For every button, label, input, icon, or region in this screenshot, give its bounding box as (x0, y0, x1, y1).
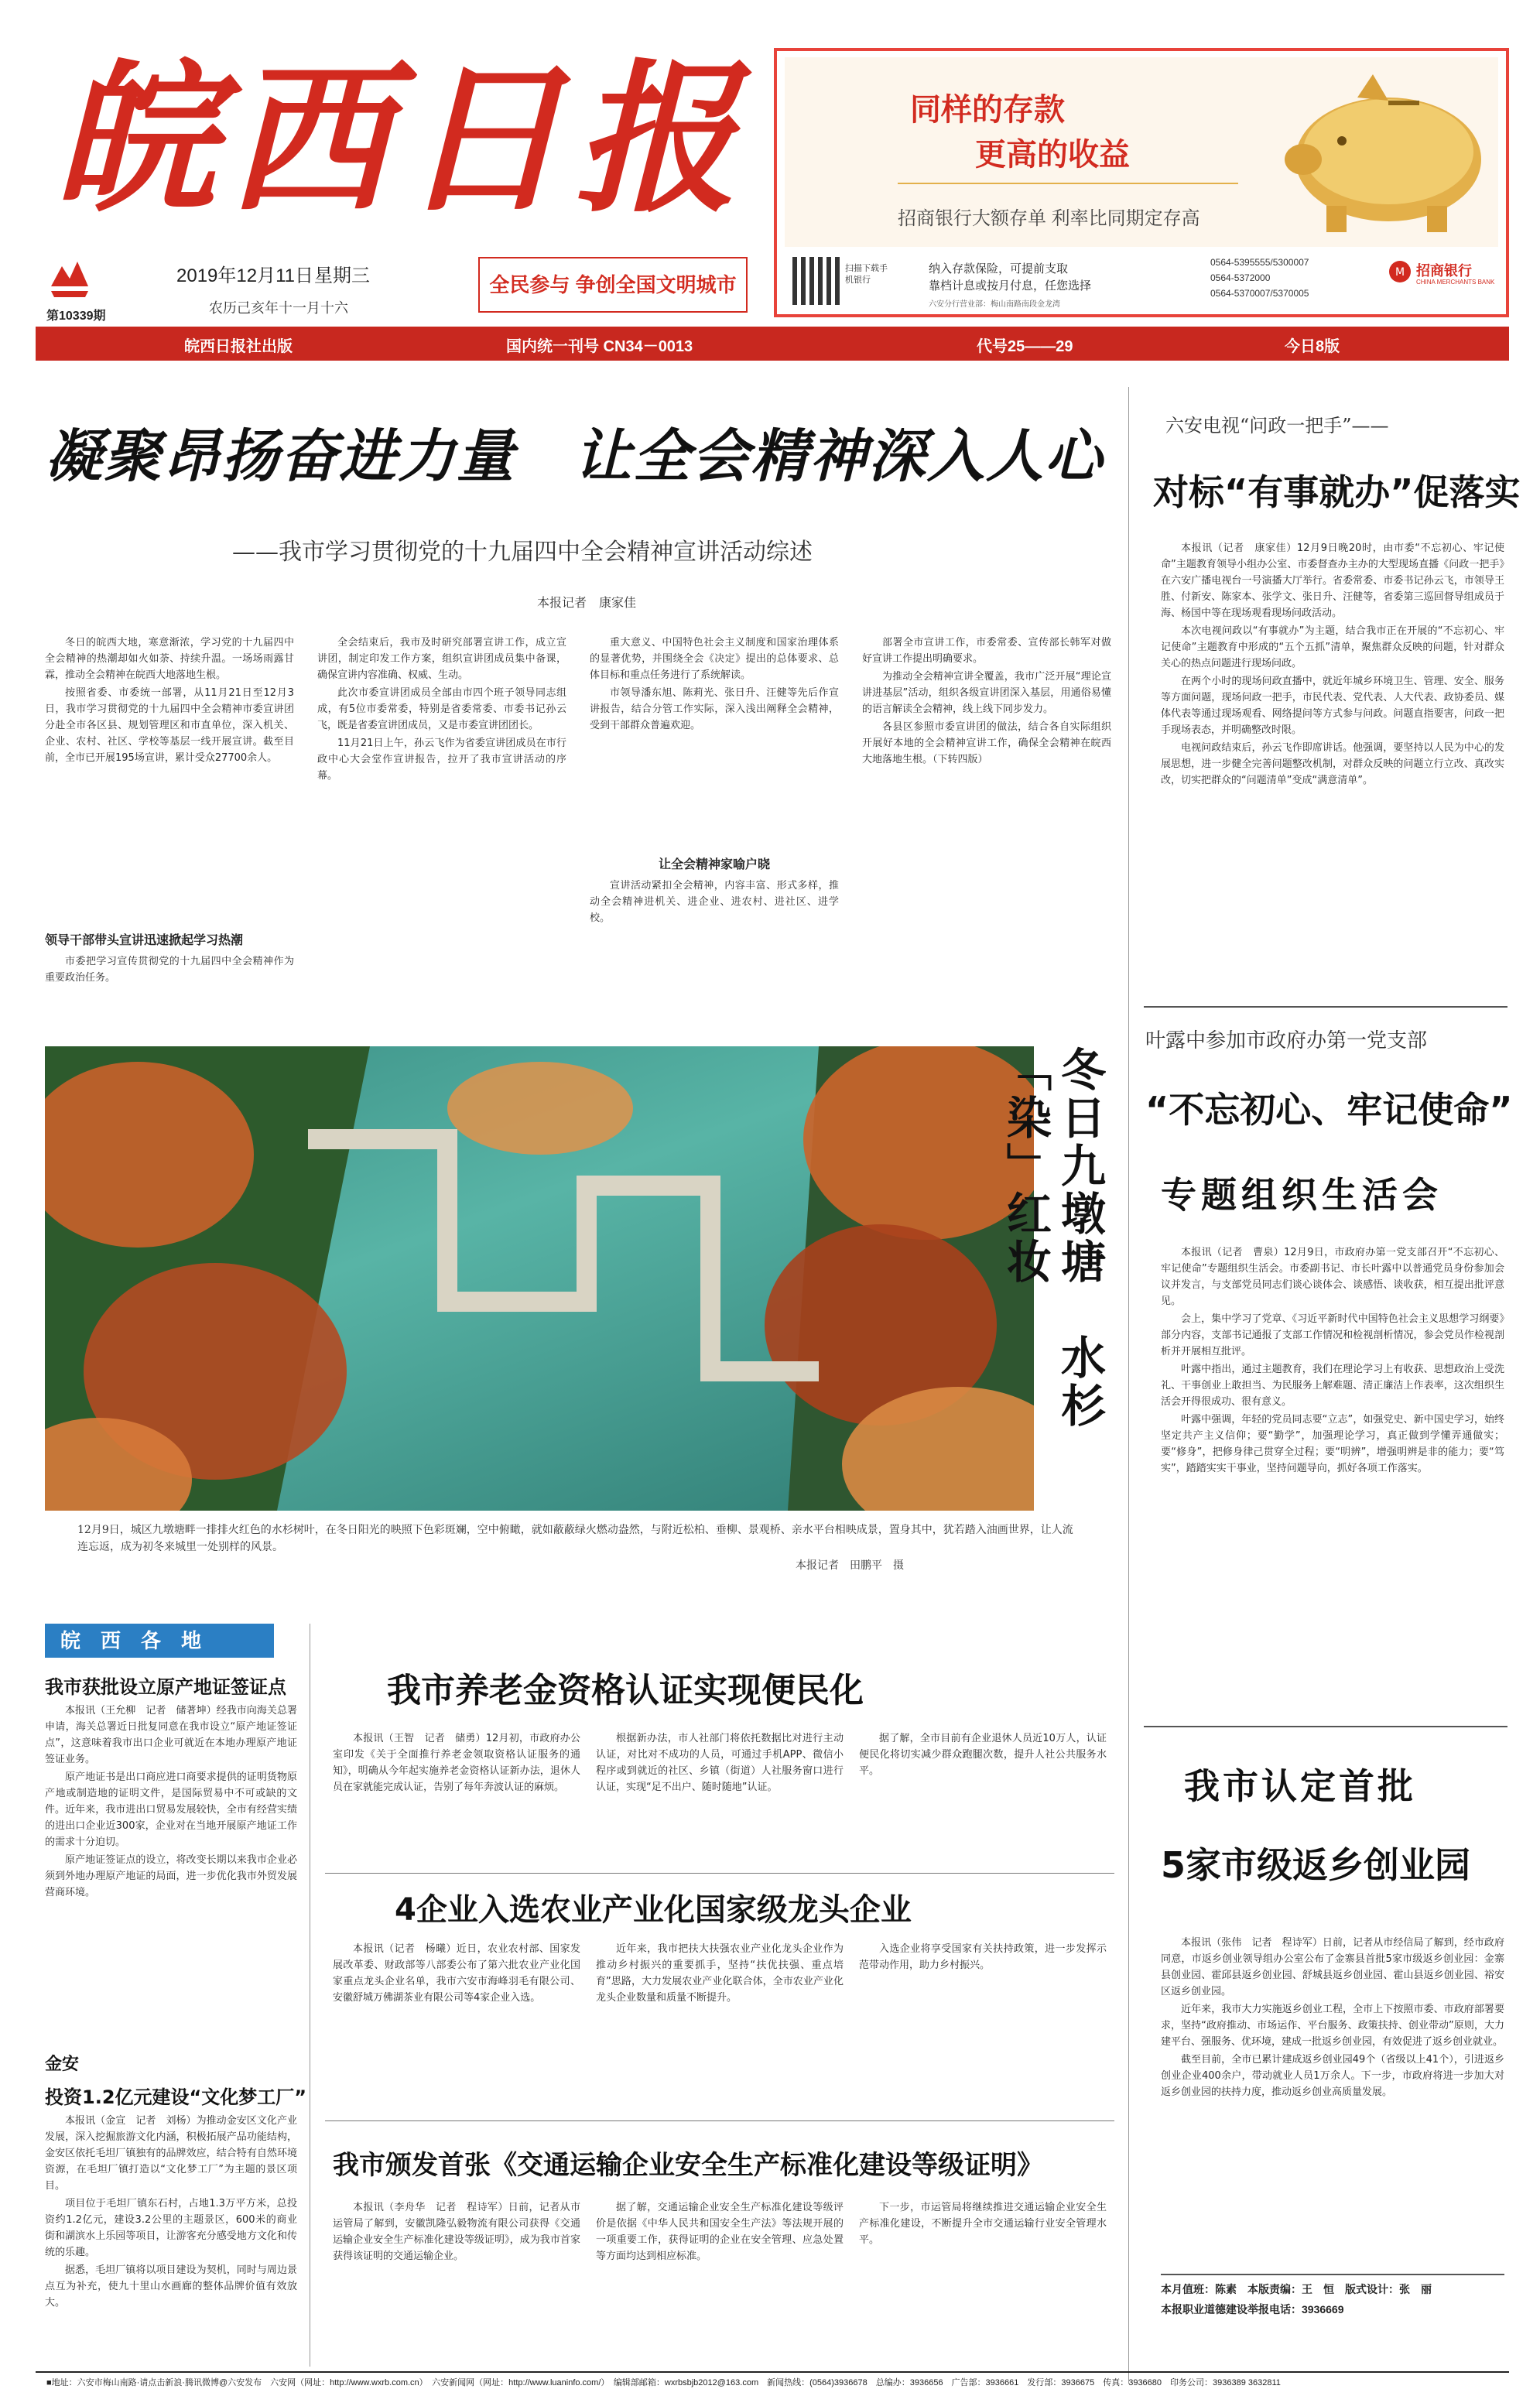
lead-headline: 凝聚昂扬奋进力量 让全会精神深入人心 (45, 423, 1104, 490)
lead-column-4 (862, 635, 1111, 991)
tv-paragraph: 本报讯（记者 康家佳）12月9日晚20时，由市委“不忘初心、牢记使命”主题教育领导小组办公室、市委督查办主办的大型现场直播《问政一把手》在六安广播电视台一号演播大厅举行。省委常委、市委书记孙云飞，市领导王胜、付新安、陈家本、张学文、张日升、汪健等，省委第三巡回督导组成员于海、杨国中等在现场观看现场问政活动。 (1161, 543, 1504, 619)
meeting-headline-2: 专题组织生活会 (1161, 1174, 1442, 1216)
dragon-headline: 4企业入选农业产业化国家级龙头企业 (395, 1892, 912, 1928)
tv-kicker: 六安电视“问政一把手”—— (1165, 415, 1389, 436)
photo-headline: 冬日九墩塘 水杉「染」红妆 (999, 1046, 1106, 1430)
lead-column-1-tail (45, 953, 294, 989)
dragon-column-1 (333, 1941, 580, 2119)
startup-headline-1: 我市认定首批 (1184, 1765, 1416, 1807)
lead-column-3-tail (590, 878, 839, 994)
tv-headline: 对标“有事就办”促落实 (1153, 471, 1521, 513)
lead-paragraph: 全会结束后，我市及时研究部署宣讲工作，成立宣讲团，制定印发工作方案，组织宣讲团成员集中备课，确保宣讲内容准确、权威、生动。 (317, 637, 566, 681)
page-count: 今日8版 (1285, 338, 1340, 355)
dragon-paragraph: 入选企业将享受国家有关扶持政策，进一步发挥示范带动作用，助力乡村振兴。 (859, 1943, 1107, 1971)
piggy-bank-icon (1272, 67, 1497, 237)
ad-phone-3: 0564-5370007/5370005 (1210, 288, 1309, 299)
editors-box (1161, 2274, 1504, 2325)
meeting-kicker: 叶露中参加市政府办第一党支部 (1145, 1029, 1428, 1053)
lead-paragraph: 宣讲活动紧扣全会精神，内容丰富、形式多样，推动全会精神进机关、进企业、进农村、进社区、进学校。 (590, 880, 839, 924)
lead-paragraph: 此次市委宣讲团成员全部由市四个班子领导同志组成，有5位市委常委，特别是省委常委、市委书记孙云飞，既是省委宣讲团成员，又是市委宣讲团团长。 (317, 687, 566, 731)
section-divider (325, 1873, 1114, 1874)
newspaper-logo-icon (46, 255, 93, 302)
safety-column-3 (859, 2199, 1107, 2362)
startup-body (1161, 1935, 1504, 2260)
bank-advertisement (774, 48, 1509, 317)
wanxi-item2-kicker: 金安 (45, 2055, 80, 2074)
meeting-headline-1: “不忘初心、牢记使命” (1145, 1089, 1513, 1131)
dragon-paragraph: 本报讯（记者 杨曦）近日，农业农村部、国家发展改革委、财政部等八部委公布了第六批农业产业化国家重点龙头企业名单，我市六安市海峰羽毛有限公司、安徽舒城万佛湖茶业有限公司等4家企业入选。 (333, 1943, 580, 2004)
meeting-paragraph: 叶露中指出，通过主题教育，我们在理论学习上有收获、思想政治上受洗礼、干事创业上敢担当、为民服务上解难题、清正廉洁上作表率，这次组织生活会开得很成功、很有意义。 (1161, 1364, 1504, 1408)
ad-qr-code[interactable] (792, 257, 840, 305)
bank-name-en: CHINA MERCHANTS BANK (1416, 279, 1495, 286)
lunar-date: 农历己亥年十一月十六 (209, 300, 348, 316)
photo-credit: 本报记者 田鹏平 摄 (796, 1559, 904, 1572)
wanxi-paragraph: 本报讯（金宣 记者 刘杨）为推动金安区文化产业发展，深入挖掘旅游文化内涵，积极拓展产品功能结构，金安区依托毛坦厂镇独有的品牌效应，结合特有自然环境资源，在毛坦厂镇打造以“文化梦工厂”为主题的景区项目。 (45, 2115, 297, 2192)
dragon-paragraph: 近年来，我市把扶大扶强农业产业化龙头企业作为推动乡村振兴的重要抓手，坚持“扶优扶强、重点培育”思路，大力发展农业产业化联合体，全市农业产业化龙头企业数量和质量不断提升。 (596, 1943, 844, 2004)
ad-branch-1: 六安分行营业部：梅山南路南段金龙湾 (929, 300, 1060, 309)
ad-tagline: 招商银行大额存单 利率比同期定存高 (898, 208, 1200, 229)
section-divider (1144, 1006, 1507, 1008)
wanxi-section-title: 皖 西 各 地 (60, 1629, 202, 1652)
postal-code: 代号25——29 (977, 338, 1073, 355)
photo-scene (45, 1046, 1034, 1511)
right-column-rule (1128, 387, 1129, 2384)
meeting-paragraph: 本报讯（记者 曹泉）12月9日，市政府办第一党支部召开“不忘初心、牢记使命”专题组织生活会。市委副书记、市长叶露中以普通党员身份参加会议并发言，与支部党员同志们谈心谈体会、谈感悟、谈收获，相互提出批评意见。 (1161, 1247, 1504, 1307)
ad-headline-2: 更高的收益 (975, 138, 1130, 172)
meeting-body (1161, 1244, 1504, 1925)
masthead-title: 皖西日报 (54, 43, 748, 234)
safety-paragraph: 据了解，交通运输企业安全生产标准化建设等级评价是依据《中华人民共和国安全生产法》等法规开展的一项重要工作，获得证明的企业在安全管理、应急处置等方面均达到相应标准。 (596, 2202, 844, 2262)
safety-headline: 我市颁发首张《交通运输企业安全生产标准化建设等级证明》 (333, 2150, 1043, 2181)
issue-number: 第10339期 (46, 310, 106, 323)
pension-paragraph: 本报讯（王智 记者 储勇）12月初，市政府办公室印发《关于全面推行养老金领取资格认证服务的通知》，明确从今年起实施养老金资格认证新办法，退休人员在家就能完成认证，告别了每年奔波认证的麻烦。 (333, 1733, 580, 1793)
lead-paragraph: 各县区参照市委宣讲团的做法，结合各自实际组织开展好本地的全会精神宣讲工作，确保全会精神在皖西大地落地生根。（下转四版） (862, 721, 1111, 765)
issue-date: 2019年12月11日 (176, 265, 313, 286)
pension-paragraph: 据了解，全市目前有企业退休人员近10万人，认证便民化将切实减少群众跑腿次数，提升人社公共服务水平。 (859, 1733, 1107, 1777)
startup-paragraph: 近年来，我市大力实施返乡创业工程，全市上下按照市委、市政府部署要求，坚持“政府推动、市场运作、平台服务、政策扶持、创业带动”原则，大力建平台、强服务、优环境，建成一批返乡创业园，有效促进了返乡创业就业。 (1161, 2004, 1504, 2048)
ad-divider (898, 183, 1238, 184)
startup-paragraph: 截至目前，全市已累计建成返乡创业园49个（省级以上41个），引进返乡创业企业400余户，带动就业人员1万余人。下一步，市政府将进一步加大对返乡创业园的扶持力度，推动返乡创业高质量发展。 (1161, 2054, 1504, 2098)
slogan-box (478, 257, 748, 313)
meeting-paragraph: 叶露中强调，年轻的党员同志要“立志”，如强党史、新中国史学习，始终坚定共产主义信仰；要“勤学”，加强理论学习，真正做到学懂弄通做实；要“修身”，把修身律己贯穿全过程；要“明辨”，增强明辨是非的能力；要“笃实”，踏踏实实干事业，坚持问题导向，抓好各项工作落实。 (1161, 1414, 1504, 1474)
hotline-line: 本报职业道德建设举报电话：3936669 (1161, 2303, 1344, 2316)
lead-column-3 (590, 635, 839, 844)
lead-subhead: ——我市学习贯彻党的十九届四中全会精神宣讲活动综述 (232, 539, 813, 566)
masthead-band (36, 327, 1509, 361)
wanxi-item1-body (45, 1703, 297, 2043)
footer-rule (36, 2371, 1509, 2373)
startup-paragraph: 本报讯（张伟 记者 程诗军）日前，记者从市经信局了解到，经市政府同意，市返乡创业领导组办公室公布了金寨县首批5家市级返乡创业园：金寨县创业园、霍邱县返乡创业园、舒城县返乡创业园、霍山县返乡创业园、裕安区返乡创业园。 (1161, 1937, 1504, 1997)
bank-logo-icon (1388, 260, 1412, 283)
slogan-text: 全民参与 争创全国文明城市 (489, 273, 737, 296)
wanxi-paragraph: 据悉，毛坦厂镇将以项目建设为契机，同时与周边景点互为补充，使九十里山水画廊的整体品牌价值有效放大。 (45, 2264, 297, 2309)
svg-text:M: M (1395, 266, 1405, 279)
dragon-column-3 (859, 1941, 1107, 2119)
pension-paragraph: 根据新办法，市人社部门将依托数据比对进行主动认证，对比对不成功的人员，可通过手机APP、微信小程序或到就近的社区、乡镇（街道）人社服务窗口进行认证，实现“足不出户、随时随地”认证。 (596, 1733, 844, 1793)
pension-headline: 我市养老金资格认证实现便民化 (387, 1671, 864, 1710)
ad-qr-label: 扫描下载手机银行 (845, 264, 888, 285)
lead-byline: 本报记者 康家佳 (537, 595, 637, 610)
ad-phone-1: 0564-5395555/5300007 (1210, 257, 1309, 268)
wanxi-item1-headline: 我市获批设立原产地证签证点 (45, 1676, 286, 1698)
meeting-paragraph: 会上，集中学习了党章、《习近平新时代中国特色社会主义思想学习纲要》部分内容，支部书记通报了支部工作情况和检视剖析情况，参会党员作检视剖析并开展相互批评。 (1161, 1313, 1504, 1357)
feature-photo (45, 1046, 1034, 1511)
issue-weekday: 星期三 (314, 265, 370, 286)
safety-paragraph: 下一步，市运管局将继续推进交通运输企业安全生产标准化建设，不断提升全市交通运输行业安全管理水平。 (859, 2202, 1107, 2246)
ad-headline-1: 同样的存款 (910, 93, 1065, 127)
wanxi-section-header (45, 1624, 274, 1658)
wanxi-paragraph: 原产地证签证点的设立，将改变长期以来我市企业必须到外地办理原产地证的局面，进一步优化我市外贸发展营商环境。 (45, 1854, 297, 1898)
lead-paragraph: 市领导潘东旭、陈莉光、张日升、汪健等先后作宣讲报告，结合分管工作实际，深入浅出阐释全会精神，受到干部群众普遍欢迎。 (590, 687, 839, 731)
lead-column-2 (317, 635, 566, 991)
wanxi-paragraph: 原产地证书是出口商应进口商要求提供的证明货物原产地或制造地的证明文件，是国际贸易中不可或缺的文件。近年来，我市进出口贸易发展较快，全市有经营实绩的进出口企业近300家，企业对在当地开展原产地证工作的需求十分迫切。 (45, 1771, 297, 1848)
ad-note-1: 纳入存款保险，可提前支取 (929, 262, 1069, 276)
safety-column-2 (596, 2199, 844, 2362)
tv-paragraph: 在两个小时的现场问政直播中，就近年城乡环境卫生、管理、安全、服务等方面问题，现场问政一把手，市民代表、党代表、人大代表、政协委员、媒体代表等通过现场观看、网络提问等方式参与问政。问题直指要害，问政一把手现场表态，并明确整改时限。 (1161, 676, 1504, 736)
safety-column-1 (333, 2199, 580, 2362)
bank-name: 招商银行 (1416, 263, 1472, 279)
lead-paragraph: 重大意义、中国特色社会主义制度和国家治理体系的显著优势，并围绕全会《决定》提出的总体要求、总体目标和重点任务进行了系统解读。 (590, 637, 839, 681)
lead-paragraph: 部署全市宣讲工作，市委常委、宣传部长韩军对做好宣讲工作提出明确要求。 (862, 637, 1111, 665)
wanxi-item2-headline: 投资1.2亿元建设“文化梦工厂” (45, 2086, 307, 2108)
ad-phone-2: 0564-5372000 (1210, 272, 1271, 283)
tv-body (1161, 540, 1504, 997)
safety-paragraph: 本报讯（李舟华 记者 程诗军）日前，记者从市运管局了解到，安徽凯隆弘毅物流有限公司获得《交通运输企业安全生产标准化建设等级证明》，成为我市首家获得该证明的交通运输企业。 (333, 2202, 580, 2262)
lead-subheading-1: 领导干部带头宣讲迅速掀起学习热潮 (45, 933, 244, 947)
lead-paragraph: 冬日的皖西大地，寒意渐浓，学习党的十九届四中全会精神的热潮却如火如荼、持续升温。一场场雨露甘霖，推动全会精神在皖西大地落地生根。 (45, 637, 294, 681)
wanxi-item2-body (45, 2113, 297, 2357)
dragon-column-2 (596, 1941, 844, 2119)
tv-paragraph: 电视问政结束后，孙云飞作即席讲话。他强调，要坚持以人民为中心的发展思想，进一步健全完善问题整改机制，对群众反映的问题立行立改、真改实改，切实把群众的“问题清单”变成“满意清单”。 (1161, 742, 1504, 786)
lead-paragraph: 市委把学习宣传贯彻党的十九届四中全会精神作为重要政治任务。 (45, 956, 294, 984)
serial-number: 国内统一刊号 CN34－0013 (506, 338, 693, 355)
section-divider (1144, 1726, 1507, 1727)
photo-caption: 12月9日，城区九墩塘畔一排排火红色的水杉树叶，在冬日阳光的映照下色彩斑斓，空中俯瞰，就如蔽蔽绿火燃动盎然，与附近松柏、垂柳、景观桥、亲水平台相映成景，置身其中，犹若踏入油画世界，让人流连忘返，成为初冬来城里一处别样的风景。 (77, 1524, 1073, 1553)
wanxi-paragraph: 本报讯（王允柳 记者 储著坤）经我市向海关总署申请，海关总署近日批复同意在我市设立“原产地证签证点”，这意味着我市出口企业可就近在本地办理原产地证签证业务。 (45, 1705, 297, 1765)
tv-paragraph: 本次电视问政以“有事就办”为主题，结合我市正在开展的“不忘初心、牢记使命”主题教育中形成的“五个五抓”清单，聚焦群众反映的问题，针对群众关心的热点问题进行现场问政。 (1161, 625, 1504, 669)
lead-paragraph: 按照省委、市委统一部署，从11月21日至12月3日，我市学习贯彻党的十九届四中全会精神市委宣讲团分赴全市各区县、规划管理区和市直单位，深入机关、企业、农村、社区、学校等基层一线开展宣讲。截至目前，全市已开展195场宣讲，累计受众27700余人。 (45, 687, 294, 764)
ad-note-2: 靠档计息或按月付息，任您选择 (929, 279, 1092, 293)
lead-paragraph: 为推动全会精神宣讲全覆盖，我市广泛开展“理论宣讲进基层”活动，组织各级宣讲团深入基层，用通俗易懂的语言解读全会精神，线上线下同步发力。 (862, 671, 1111, 715)
footer-info: ■地址：六安市梅山南路·请点击新浪·腾讯微博@六安发布 六安网（网址：http://www.wxrb.com.cn） 六安新闻网（网址：http://www.luaninfo.com/） 编辑部邮箱：wxrbsbjb2012@163.com 新闻热线：(0564)3936678 总编办：3936656 广告部：3936661 发行部：3936675 传真：3936680 印务公司：3936389 3632811 (46, 2378, 1281, 2387)
lead-subheading-2: 让全会精神家喻户晓 (658, 857, 770, 871)
lead-paragraph: 11月21日上午，孙云飞作为省委宣讲团成员在市行政中心大会堂作宣讲报告，拉开了我市宣讲活动的序幕。 (317, 738, 566, 782)
wanxi-paragraph: 项目位于毛坦厂镇东石村，占地1.3万平方米，总投资约1.2亿元，建设3.2公里的主题景区，600米的商业街和湖滨水上乐园等项目，让游客充分感受地方文化和传统的乐趣。 (45, 2198, 297, 2258)
editors-line: 本月值班：陈素 本版责编：王 恒 版式设计：张 丽 (1161, 2283, 1432, 2295)
startup-headline-2: 5家市级返乡创业园 (1161, 1844, 1471, 1886)
publisher-label: 皖西日报社出版 (184, 338, 293, 355)
section-divider (325, 2120, 1114, 2121)
